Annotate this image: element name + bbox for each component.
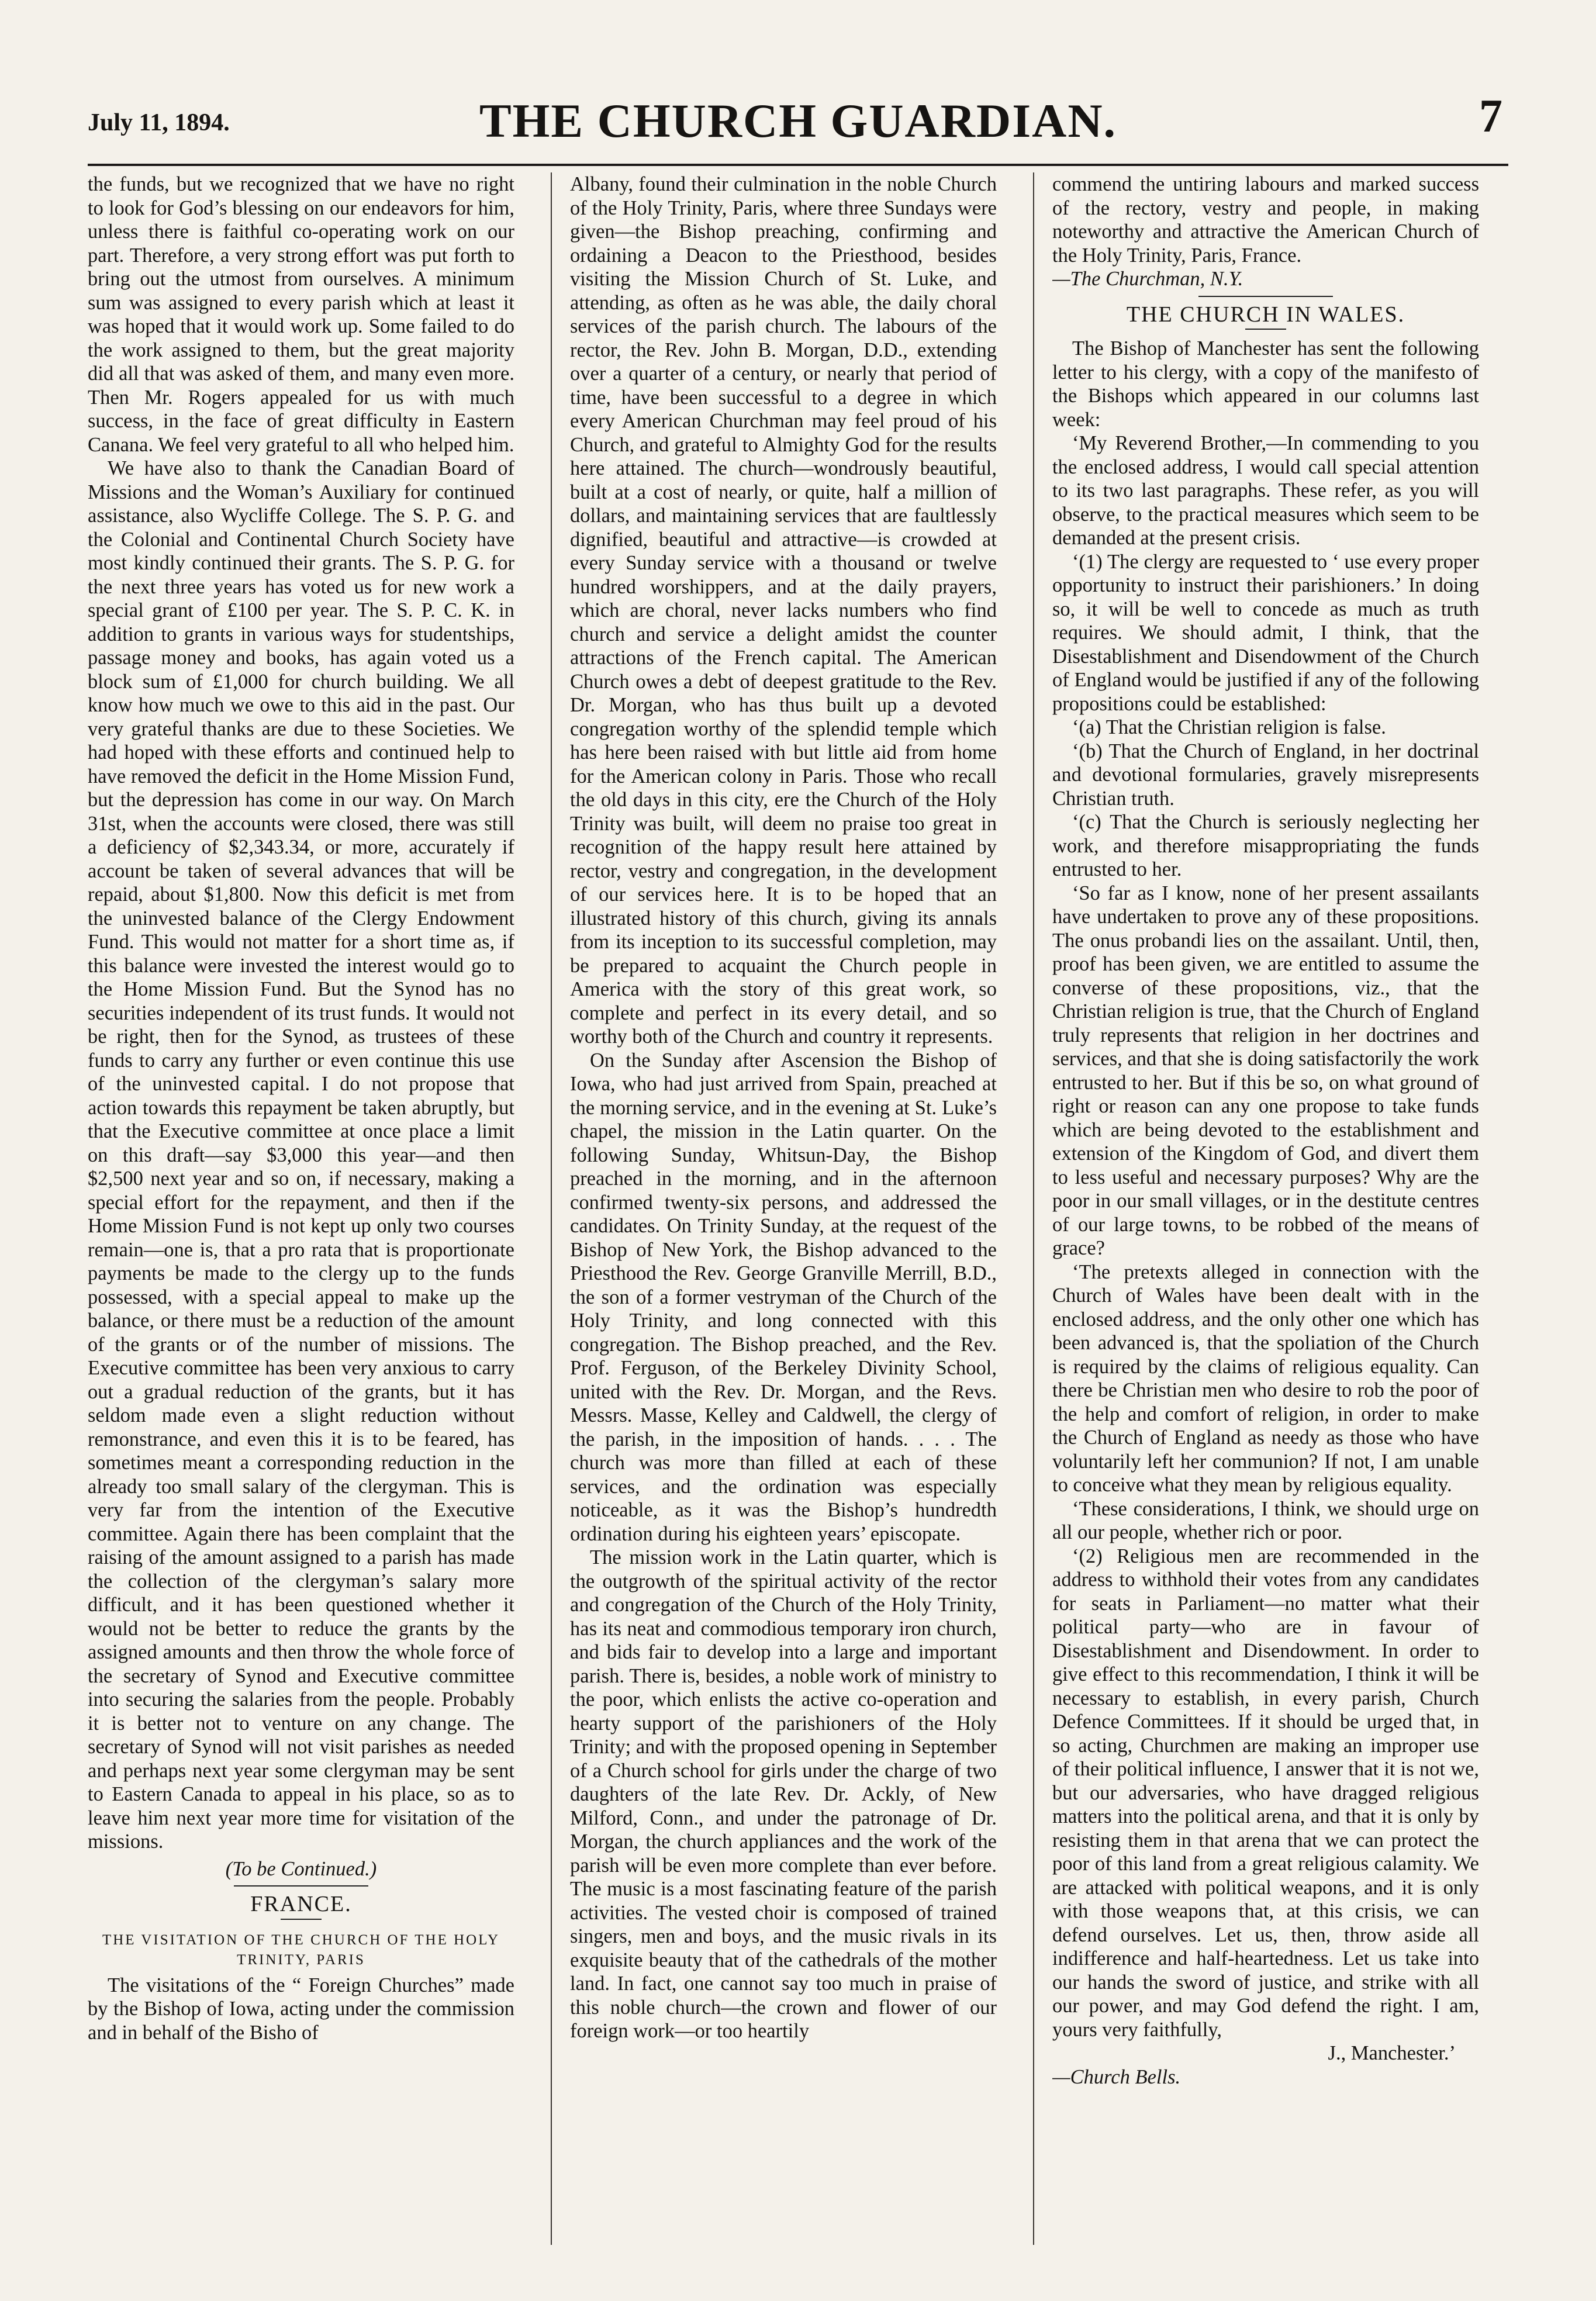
paragraph: The mission work in the Latin quarter, which is the outgrowth of the spiritual activity of the rector and congregation of the Church of the Holy Trinity, has its neat and commodious temporary iron church, and bids fair to develop into a large and important parish. There is, besides, a noble work of ministry to the poor, which enlists the active co-operation and hearty support of the parishioners of the Holy Trinity; and with the proposed opening in September of a Church school for girls under the charge of two daughters of the late Rev. Dr. Ackly, of New Milford, Conn., and under the patronage of Dr. Morgan, the church appliances and the work of the parish will be even more complete than ever before. The music is a most fascinating feature of the parish activities. The vested choir is composed of trained singers, men and boys, and the music rivals in its exquisite beauty that of the cathedrals of the mother land. In fact, one cannot say too much in praise of this noble church—the crown and flower of our foreign work—or too heartily xyxy=(570,1546,997,2042)
issue-date: July 11, 1894. xyxy=(88,109,230,136)
column-1 xyxy=(88,172,514,2245)
paragraph: The visitations of the “ Foreign Churches” made by the Bishop of Iowa, acting under the commission and in behalf of the Bisho of xyxy=(88,1974,514,2044)
column-3 xyxy=(1052,172,1479,2245)
section-heading-france: FRANCE. xyxy=(250,1892,352,1916)
paragraph: commend the untiring labours and marked success of the rectory, vestry and people, in making noteworthy and attractive the American Church of the Holy Trinity, Paris, France. xyxy=(1052,173,1479,267)
paragraph: Albany, found their culmination in the noble Church of the Holy Trinity, Paris, where three Sundays were given—the Bishop preaching, confirming and ordaining a Deacon to the Priesthood, besides visiting the Mission Church of St. Luke, and attending, as often as he was able, the daily choral services of the parish church. The labours of the rector, the Rev. John B. Morgan, D.D., extending over a quarter of a century, or nearly that period of time, have been successful to a degree in which every American Churchman may feel proud of his Church, and grateful to Almighty God for the results here attained. The church—wondrously beautiful, built at a cost of nearly, or quite, half a million of dollars, and maintaining services that are faultlessly dignified, beautiful and attractive—is crowded at every Sunday service with a thousand or twelve hundred worshippers, and at the daily prayers, which are choral, never lacks numbers who find church and service a delight amidst the counter attractions of the French capital. The American Church owes a debt of deepest gratitude to the Rev. Dr. Morgan, who has thus built up a devoted congregation worthy of the splendid temple which has here been raised with but little aid from home for the American colony in Paris. Those who recall the old days in this city, ere the Church of the Holy Trinity was built, will deem no praise too great in recognition of the happy result here attained by rector, vestry and congregation, in the development of our services here. It is to be hoped that an illustrated history of this church, giving its annals from its inception to its successful completion, may be prepared to acquaint the Church people in America with the story of this great work, so complete and perfect in its every detail, and so worthy both of the Church and country it represents. xyxy=(570,173,997,1048)
paragraph: ‘These considerations, I think, we should urge on all our people, whether rich or poor. xyxy=(1052,1497,1479,1543)
paragraph: We have also to thank the Canadian Board of Missions and the Woman’s Auxiliary for continued assistance, also Wycliffe College. The S. P. G. and the Colonial and Continental Church Society have most kindly continued their grants. The S. P. G. for the next three years has voted us for new work a special grant of £100 per year. The S. P. C. K. in addition to grants in various ways for studentships, passage money and books, has again voted us a block sum of £1,000 for church building. We all know how much we owe to this aid in the past. Our very grateful thanks are due to these Societies. We had hoped with these efforts and continued help to have removed the deficit in the Home Mission Fund, but the depression has come in our way. On March 31st, when the accounts were closed, there was still a deficiency of $2,343.34, or more, accurately if account be taken of several advances that will be repaid, about $1,800. Now this deficit is met from the uninvested balance of the Clergy Endowment Fund. This would not matter for a short time as, if this balance were invested the interest would go to the Home Mission Fund. But the Synod has no securities independent of its trust funds. It would not be right, then for the Synod, as trustees of these funds to carry any further or even continue this use of the uninvested capital. I do not propose that action towards this repayment be taken abruptly, but that the Executive committee at once place a limit on this draft—say $3,000 this year—and then $2,500 next year and so on, if necessary, making a special effort for the repayment, and then if the Home Mission Fund is not kept up only two courses remain—one is, that a pro rata that is proportionate payments be made to the clergy up to the funds possessed, with a special appeal to make up the balance, or there must be a reduction of the amount of the grants or of the number of missions. The Executive committee has been very anxious to carry out a gradual reduction of the grants, but it has seldom made even a slight reduction without remonstrance, and even this it is to be feared, has sometimes meant a corresponding reduction in the already too small salary of the clergyman. This is very far from the intention of the Executive committee. Again there has been complaint that the raising of the amount assigned to a parish has made the collection of the clergyman’s salary more difficult, and it has been questioned whether it would not be better to reduce the grants by the assigned amounts and then throw the whole force of the secretary of Synod and Executive committee into securing the salaries from the people. Probably it is better not to venture on any change. The secretary of Synod will not visit parishes as needed and perhaps next year some clergyman may be sent to Eastern Canada to appeal in his place, so as to leave him next year more time for visitation of the missions. xyxy=(88,457,514,1853)
to-be-continued: (To be Continued.) xyxy=(225,1857,377,1880)
paragraph: the funds, but we recognized that we have no right to look for God’s blessing on our endeavors for him, unless there is faithful co-operating work on our part. Therefore, a very strong effort was put forth to bring out the utmost from ourselves. A minimum sum was assigned to every parish which at least it was hoped that it would work up. Some failed to do the work assigned to them, but the great majority did all that was asked of them, and many even more. Then Mr. Rogers appealed for us with much success, in the face of great difficulty in Eastern Canana. We feel very grateful to all who helped him. xyxy=(88,173,514,456)
paragraph: ‘(c) That the Church is seriously neglecting her work, and therefore misappropriating the funds entrusted to her. xyxy=(1052,811,1479,880)
article-subheading: THE VISITATION OF THE CHURCH OF THE HOLY TRINITY, PARIS xyxy=(102,1932,500,1968)
paragraph: ‘(2) Religious men are recommended in the address to withhold their votes from any candidates for seats in Parliament—no matter what their political party—who are in favour of Disestablishment and Disendowment. In order to give effect to this recommendation, I think it will be necessary to establish, in every parish, Church Defence Committees. If it should be urged that, in so acting, Churchmen are making an improper use of their political influence, I answer that it is not we, but our adversaries, who have dragged religious matters into the political arena, and that it is only by resisting them in that arena that we can protect the poor of this land from a great religious calamity. We are attacked with political weapons, and it is only with those weapons that, at this crisis, we can defend ourselves. Let us, then, throw aside all indifference and half-heartedness. Let us take into our hands the sword of justice, and strike with all our power, and may God defend the right. I am, yours very faithfully, xyxy=(1052,1545,1479,2041)
section-divider xyxy=(234,1885,368,1887)
paragraph: ‘So far as I know, none of her present assailants have undertaken to prove any of these propositions. The onus probandi lies on the assailant. Until, then, proof has been given, we are entitled to assume the converse of these propositions, viz., that the Christian religion is true, that the Church of England truly represents that religion in her doctrines and services, and that she is doing satisfactorily the work entrusted to her. But if this be so, on what ground of right or reason can any one propose to take funds which are being devoted to the establishment and extension of the Kingdom of God, and divert them to less useful and necessary purposes? Why are the poor in our small villages, or in the destitute centres of our large towns, to be robbed of the means of grace? xyxy=(1052,882,1479,1259)
paragraph: ‘(a) That the Christian religion is false. xyxy=(1072,716,1386,738)
heading-rule xyxy=(1245,329,1286,330)
newspaper-title: THE CHURCH GUARDIAN. xyxy=(479,94,1117,147)
page-number: 7 xyxy=(1479,91,1502,142)
paragraph: ‘(1) The clergy are requested to ‘ use every proper opportunity to instruct their parishioners.’ In doing so, it will be well to concede as much as truth requires. We should admit, I think, that the Disestablishment and Disendowment of the Church of England would be justified if any of the following propositions could be established: xyxy=(1052,550,1479,715)
source-credit: —Church Bells. xyxy=(1052,2065,1181,2088)
paragraph: ‘(b) That the Church of England, in her doctrinal and devotional formularies, gravely misrepresents Christian truth. xyxy=(1052,740,1479,810)
paragraph: On the Sunday after Ascension the Bishop of Iowa, who had just arrived from Spain, preached at the morning service, and in the evening at St. Luke’s chapel, the mission in the Latin quarter. On the following Sunday, Whitsun-Day, the Bishop preached in the morning, and in the afternoon confirmed twenty-six persons, and addressed the candidates. On Trinity Sunday, at the request of the Bishop of New York, the Bishop advanced to the Priesthood the Rev. George Granville Merrill, B.D., the son of a former vestryman of the Church of the Holy Trinity, and long connected with this congregation. The Bishop preached, and the Rev. Prof. Ferguson, of the Berkeley Divinity School, united with the Rev. Dr. Morgan, and the Revs. Messrs. Masse, Kelley and Caldwell, the clergy of the parish, in the imposition of hands. . . . The church was more than filled at each of these services, and the ordination was especially noticeable, as it was the Bishop’s hundredth ordination during his eighteen years’ episcopate. xyxy=(570,1049,997,1545)
paragraph: The Bishop of Manchester has sent the following letter to his clergy, with a copy of the manifesto of the Bishops which appeared in our columns last week: xyxy=(1052,337,1479,431)
source-credit: —The Churchman, N.Y. xyxy=(1052,268,1243,290)
column-rule xyxy=(551,172,552,2245)
column-2 xyxy=(570,172,997,2245)
paragraph: ‘My Reverend Brother,—In commending to you the enclosed address, I would call special attention to its two last paragraphs. These refer, as you will observe, to the practical measures which seem to be demanded at the present crisis. xyxy=(1052,432,1479,549)
column-rule xyxy=(1033,172,1034,2245)
section-divider xyxy=(1198,296,1333,297)
signature: J., Manchester.’ xyxy=(1328,2042,1456,2064)
section-heading-wales: THE CHURCH IN WALES. xyxy=(1126,302,1405,327)
masthead xyxy=(88,88,1508,166)
paragraph: ‘The pretexts alleged in connection with the Church of Wales have been dealt with in the enclosed address, and the only other one which has been advanced is, that the spoliation of the Church is required by the claims of religious equality. Can there be Christian men who desire to rob the poor of the help and comfort of religion, in order to make the Church of England as needy as those who have voluntarily left her communion? If not, I am unable to conceive what they mean by religious equality. xyxy=(1052,1260,1479,1496)
heading-rule xyxy=(281,1919,322,1920)
